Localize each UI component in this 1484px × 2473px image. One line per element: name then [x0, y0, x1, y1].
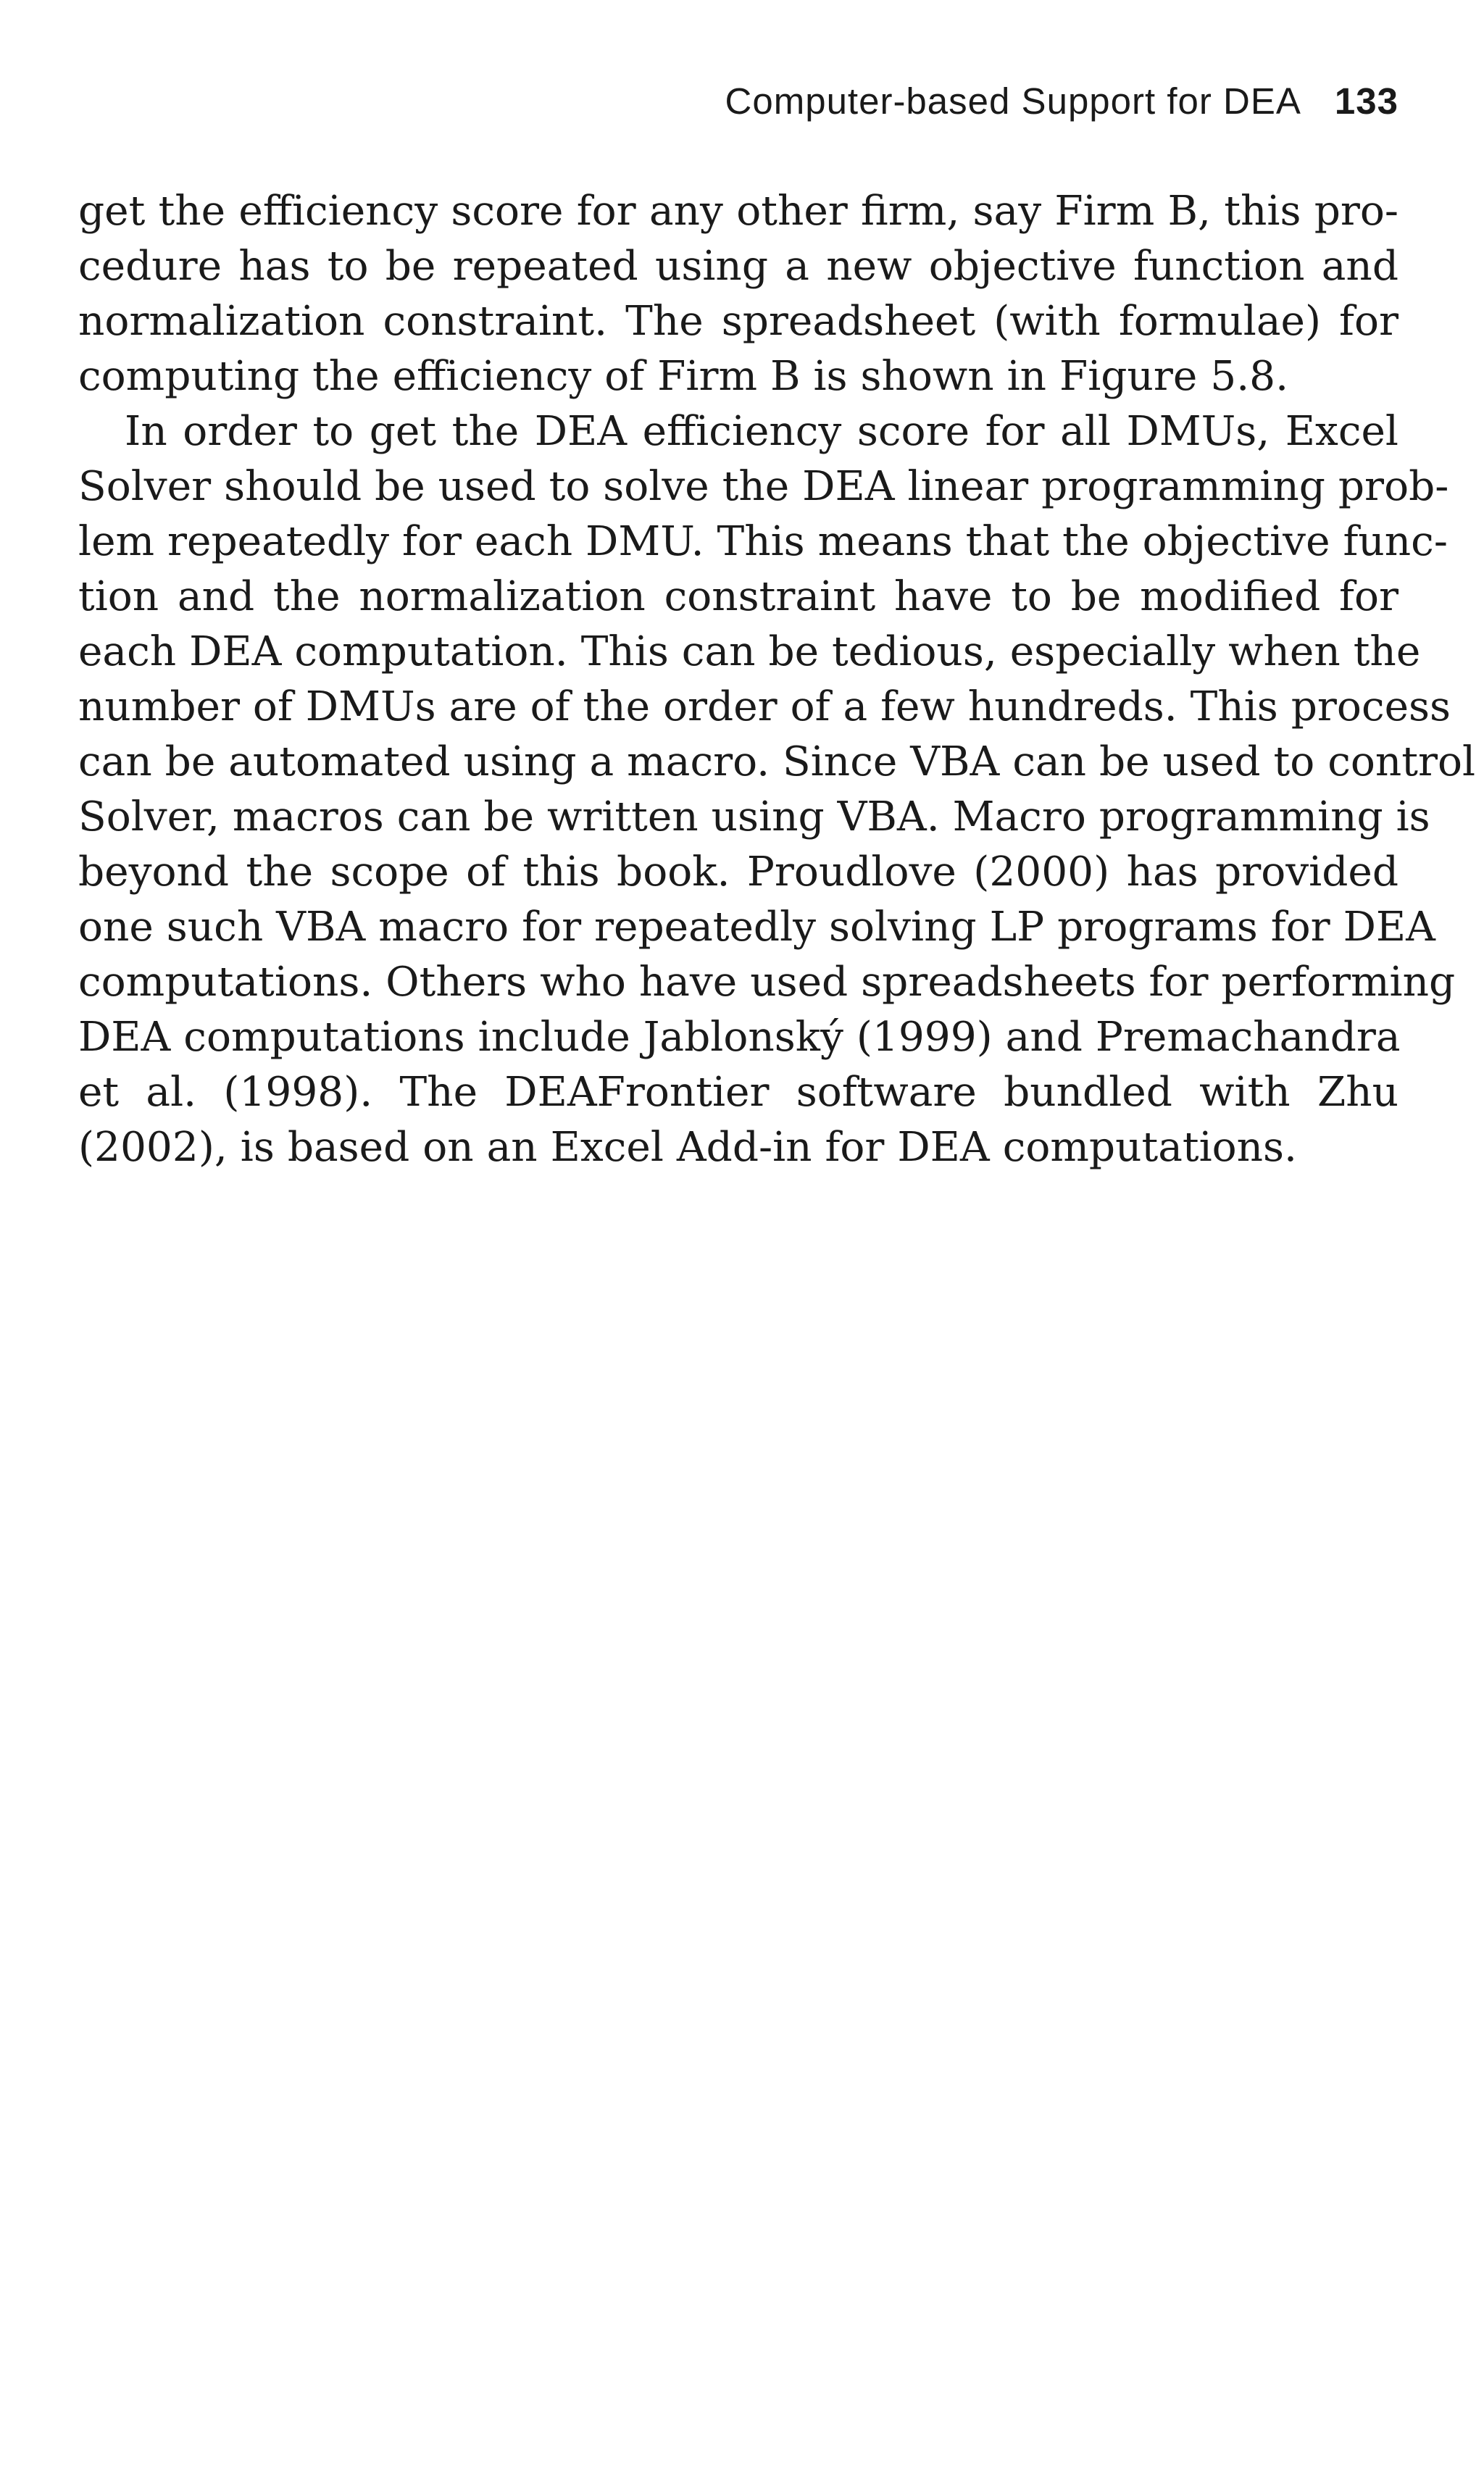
text-line: lem repeatedly for each DMU. This means that the objective func- — [78, 518, 1448, 565]
paragraph-1 — [78, 184, 1398, 404]
text-line: get the efficiency score for any other firm, say Firm B, this pro- — [78, 188, 1398, 235]
text-line: one such VBA macro for repeatedly solving LP programs for DEA — [78, 904, 1435, 951]
text-line: tion and the normalization constraint have to be modified for — [78, 573, 1398, 620]
text-line: et al. (1998). The DEAFrontier software bundled with Zhu — [78, 1069, 1398, 1116]
text-line: each DEA computation. This can be tedious, especially when the — [78, 628, 1421, 675]
text-line: Solver should be used to solve the DEA linear programming prob- — [78, 463, 1449, 510]
text-line: normalization constraint. The spreadsheet (with formulae) for — [78, 298, 1398, 345]
text-line: cedure has to be repeated using a new objective function and — [78, 243, 1398, 290]
text-line: DEA computations include Jablonský (1999) and Premachandra — [78, 1014, 1401, 1061]
text-line: computing the efficiency of Firm B is shown in Figure 5.8. — [78, 353, 1289, 400]
text-line: can be automated using a macro. Since VBA can be used to control — [78, 738, 1476, 785]
text-line: In order to get the DEA efficiency score for all DMUs, Excel — [125, 408, 1398, 455]
text-line: beyond the scope of this book. Proudlove (2000) has provided — [78, 848, 1398, 896]
text-line: (2002), is based on an Excel Add-in for DEA computations. — [78, 1124, 1298, 1171]
text-line: computations. Others who have used spreadsheets for performing — [78, 959, 1456, 1006]
paragraph-2 — [78, 404, 1476, 1175]
page-number: 133 — [1334, 80, 1398, 122]
running-head — [725, 78, 1398, 125]
text-line: Solver, macros can be written using VBA. Macro programming is — [78, 793, 1430, 841]
running-title: Computer-based Support for DEA — [725, 80, 1301, 122]
text-line: number of DMUs are of the order of a few hundreds. This process — [78, 683, 1451, 730]
body-text — [78, 184, 1476, 1175]
